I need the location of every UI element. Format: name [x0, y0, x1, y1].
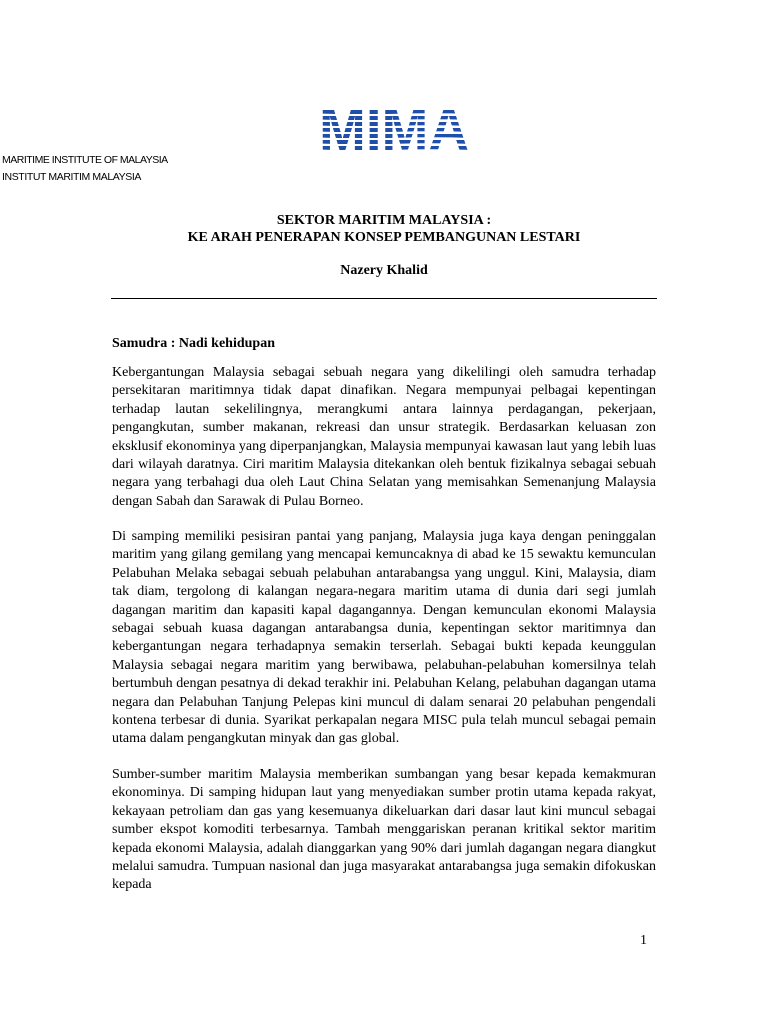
section-heading: Samudra : Nadi kehidupan [112, 336, 276, 351]
paragraph-2: Di samping memiliki pesisiran pantai yang panjang, Malaysia juga kaya dengan peninggalan maritim yang gilang gemilang yang mencapai kemuncaknya di abad ke 15 sewaktu kemunculan Pelabuhan Melaka sebagai sebuah pelabuhan antarabangsa yang unggul. Kini, Malaysia, diam tak diam, tergolong di kalangan negara-negara maritim utama di dunia dari segi jumlah dagangan maritim dan kapasiti kapal dagangannya. Dengan kemunculan ekonomi Malaysia sebagai sebuah kuasa dagangan antarabangsa dunia, kepentingan sektor maritimnya dan kebergantungan negara terhadapnya semakin terserlah. Sebagai bukti kepada keunggulan Malaysia sebagai negara maritim yang berwibawa, pelabuhan-pelabuhan komersilnya telah bertumbuh dengan pesatnya di dekad terakhir ini. Pelabuhan Kelang, pelabuhan dagangan utama negara dan Pelabuhan Tanjung Pelepas kini muncul di dalam senarai 20 pelabuhan pengendali kontena terbesar di dunia. Syarikat perkapalan negara MISC pula telah muncul sebagai pemain utama dalam pengangkutan minyak dan gas global. [112, 529, 656, 747]
paragraph-3: Sumber-sumber maritim Malaysia memberikan sumbangan yang besar kepada kemakmuran ekonominya. Di samping hidupan laut yang menyediakan sumber protin utama kepada rakyat, kekayaan petroliam dan gas yang kesemuanya dikeluarkan dari dasar laut kini muncul sebagai sumber ekspot komoditi terbesarnya. Tambah menggariskan peranan kritikal sektor maritim kepada ekonomi Malaysia, adalah dianggarkan yang 90% dari jumlah dagangan negara diangkut melalui samudra. Tumpuan nasional dan juga masyarakat antarabangsa juga semakin difokuskan kepada [112, 767, 656, 893]
logo-caption-english: MARITIME INSTITUTE OF MALAYSIA [2, 154, 168, 166]
header-divider [111, 298, 657, 299]
paragraph-1: Kebergantungan Malaysia sebagai sebuah negara yang dikelilingi oleh samudra terhadap persekitaran maritimnya tidak dapat dinafikan. Negara mempunyai pelbagai kepentingan terhadap lautan sekelilingnya, merangkumi antara lainnya perdagangan, pekerjaan, pengangkutan, sumber makanan, rekreasi dan unsur strategik. Berdasarkan keluasan zon eksklusif ekonominya yang diperpanjangkan, Malaysia mempunyai kawasan laut yang lebih luas dari wilayah daratnya. Ciri maritim Malaysia ditekankan oleh bentuk fizikalnya sebagai sebuah negara yang terbahagi dua oleh Laut China Selatan yang memisahkan Semenanjung Malaysia dengan Sabah dan Sarawak di Pulau Borneo. [112, 365, 656, 509]
page-number: 1 [640, 933, 647, 948]
logo-caption-malay: INSTITUT MARITIM MALAYSIA [2, 171, 141, 183]
document-title-line2: KE ARAH PENERAPAN KONSEP PEMBANGUNAN LESTARI [187, 230, 581, 245]
mima-logo [318, 98, 470, 188]
document-title-line1: SEKTOR MARITIM MALAYSIA : [276, 213, 492, 228]
mima-logo-icon [318, 98, 470, 152]
author-name: Nazery Khalid [340, 263, 428, 278]
logo-letters: MIMA [319, 98, 469, 152]
